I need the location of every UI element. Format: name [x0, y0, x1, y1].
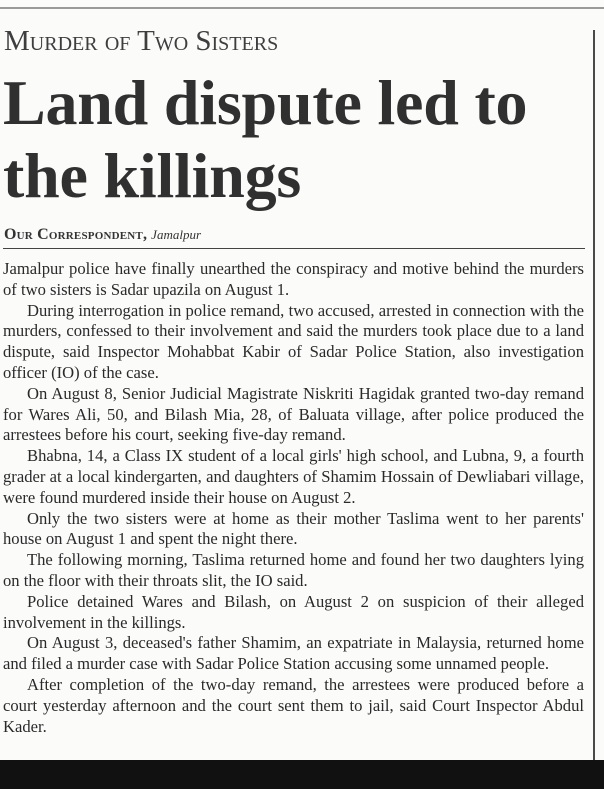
article-body: [3, 259, 584, 737]
byline-author: Our Correspondent,: [4, 226, 148, 243]
top-rule: [0, 7, 604, 9]
byline-rule: [3, 248, 585, 249]
paragraph: The following morning, Taslima returned home and found her two daughters lying on the floor with their throats slit, the IO said.: [3, 550, 584, 590]
headline: Land dispute led to the killings: [3, 67, 528, 211]
byline: [4, 226, 201, 244]
paragraph: Only the two sisters were at home as their mother Taslima went to her parents' house on August 1 and spent the night there.: [3, 508, 584, 549]
paragraph: Jamalpur police have finally unearthed the conspiracy and motive behind the murders of two sisters is Sadar upazila on August 1.: [3, 259, 584, 299]
column-rule: [593, 30, 595, 760]
paragraph: During interrogation in police remand, two accused, arrested in connection with the murders, confessed to their involvement and said the murders took place due to a land dispute, said Inspector Mohabbat Kabir of Sadar Police Station, also investigation officer (IO) of the case.: [3, 300, 584, 382]
paragraph: Bhabna, 14, a Class IX student of a local girls' high school, and Lubna, 9, a fourth grader at a local kindergarten, and daughters of Shamim Hossain of Dewliabari village, were found murdered inside their house on August 2.: [3, 446, 584, 507]
kicker-heading: Murder of Two Sisters: [4, 25, 279, 57]
paragraph: Police detained Wares and Bilash, on August 2 on suspicion of their alleged involvement in the killings.: [3, 591, 584, 632]
paragraph: On August 3, deceased's father Shamim, an expatriate in Malaysia, returned home and filed a murder case with Sadar Police Station accusing some unnamed people.: [3, 633, 584, 674]
byline-location: Jamalpur: [151, 227, 202, 242]
paragraph: After completion of the two-day remand, the arrestees were produced before a court yesterday afternoon and the court sent them to jail, said Court Inspector Abdul Kader.: [3, 674, 584, 736]
paragraph: On August 8, Senior Judicial Magistrate Niskriti Hagidak granted two-day remand for Wares Ali, 50, and Bilash Mia, 28, of Baluata village, after police produced the arrestees before his court, seeking five-day remand.: [3, 383, 584, 445]
